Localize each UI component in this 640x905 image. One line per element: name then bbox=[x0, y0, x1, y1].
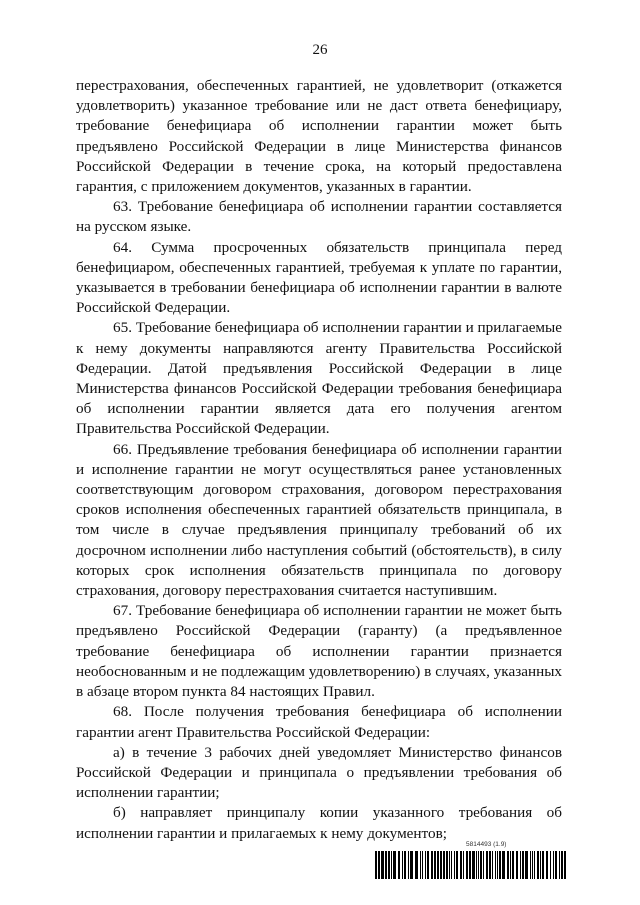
barcode-bar bbox=[507, 851, 509, 879]
barcode-bar bbox=[516, 851, 518, 879]
barcode-bar bbox=[427, 851, 429, 879]
barcode-bar bbox=[522, 851, 524, 879]
barcode-bar bbox=[532, 851, 533, 879]
barcode-bar bbox=[404, 851, 406, 879]
paragraph-65: 65. Требование бенефициара об исполнении гарантии и прилагаемые к нему документы направляются агенту Правительства Российской Федерации. Датой предъявления Российской Федерации в лице Министерства финансов Российской Федерации требования бенефициара об исполнении гарантии является дата его получения агентом Правительства Российской Федерации. bbox=[76, 319, 562, 438]
barcode-bar bbox=[540, 851, 541, 879]
barcode-bar bbox=[422, 851, 423, 879]
document-code: 5814493 (1.9) bbox=[466, 841, 507, 848]
barcode-bar bbox=[499, 851, 501, 879]
barcode-bar bbox=[393, 851, 396, 879]
paragraph-68-a: а) в течение 3 рабочих дней уведомляет Министерство финансов Российской Федерации и принципала о предъявлении требования об исполнении гарантии; bbox=[76, 743, 562, 802]
paragraph-64: 64. Сумма просроченных обязательств принципала перед бенефициаром, обеспеченных гарантией, требуемая к уплате по гарантии, указывается в требовании бенефициара об исполнении гарантии в валюте Российской Федерации. bbox=[76, 238, 562, 317]
page-number: 26 bbox=[312, 42, 328, 58]
barcode-bar bbox=[542, 851, 544, 879]
barcode-bar bbox=[446, 851, 448, 879]
barcode-bar bbox=[375, 851, 377, 879]
barcode-bar bbox=[456, 851, 458, 879]
barcode-bar bbox=[553, 851, 554, 879]
barcode-bar bbox=[550, 851, 551, 879]
barcode-bar bbox=[449, 851, 450, 879]
barcode-bar bbox=[510, 851, 511, 879]
barcode-bar bbox=[530, 851, 531, 879]
barcode-bar bbox=[520, 851, 521, 879]
barcode-bar bbox=[440, 851, 442, 879]
barcode-bar bbox=[385, 851, 387, 879]
barcode-bar bbox=[478, 851, 479, 879]
barcode-bar bbox=[512, 851, 514, 879]
barcode-bar bbox=[437, 851, 439, 879]
paragraph-63: 63. Требование бенефициара об исполнении гарантии составляется на русском языке. bbox=[76, 198, 562, 236]
barcode-bar bbox=[483, 851, 484, 879]
barcode-bar bbox=[534, 851, 535, 879]
document-body bbox=[76, 76, 562, 844]
barcode-bar bbox=[480, 851, 482, 879]
barcode-bar bbox=[402, 851, 403, 879]
barcode-bar bbox=[381, 851, 384, 879]
barcode-bar bbox=[425, 851, 426, 879]
barcode-bar bbox=[537, 851, 539, 879]
barcode-bar bbox=[564, 851, 566, 879]
barcode-bar bbox=[502, 851, 505, 879]
barcode-bar bbox=[431, 851, 433, 879]
paragraph-67: 67. Требование бенефициара об исполнении гарантии не может быть предъявлено Российской Федерации (гаранту) (а предъявленное требование бенефициара об исполнении гарантии признается необоснованным и не подлежащим удовлетворению) в случаях, указанных в абзаце втором пункта 84 настоящих Правил. bbox=[76, 602, 562, 701]
barcode-bar bbox=[495, 851, 496, 879]
barcode-bar bbox=[388, 851, 390, 879]
barcode-bar bbox=[434, 851, 436, 879]
barcode-bar bbox=[476, 851, 477, 879]
barcode-bar bbox=[546, 851, 548, 879]
barcode-bar bbox=[555, 851, 557, 879]
barcode-bar bbox=[497, 851, 498, 879]
barcode-bar bbox=[486, 851, 488, 879]
barcode-bar bbox=[559, 851, 560, 879]
paragraph-68: 68. После получения требования бенефициара об исполнении гарантии агент Правительства Российской Федерации: bbox=[76, 703, 562, 741]
paragraph-68-b: б) направляет принципалу копии указанного требования об исполнении гарантии и прилагаемых к нему документов; bbox=[76, 804, 562, 842]
barcode-bar bbox=[410, 851, 413, 879]
barcode-bar bbox=[391, 851, 392, 879]
barcode-bar bbox=[454, 851, 455, 879]
barcode-bar bbox=[460, 851, 462, 879]
barcode-bar bbox=[415, 851, 418, 879]
barcode-bar bbox=[408, 851, 409, 879]
barcode-bar bbox=[398, 851, 400, 879]
barcode-bar bbox=[489, 851, 491, 879]
paragraph-66: 66. Предъявление требования бенефициара об исполнении гарантии и исполнение гарантии не могут осуществляться ранее установленных соответствующим договором страхования, договором перестрахования сроков исполнения обеспеченных гарантией обязательств принципала, в том числе в случае предъявления принципалу требований об их досрочном исполнении либо наступления событий (обстоятельств), в силу которых срок исполнения обязательств принципала по договору страхования, договору перестрахования считается наступившим. bbox=[76, 440, 562, 600]
barcode-bar bbox=[443, 851, 445, 879]
barcode-bar bbox=[420, 851, 421, 879]
barcode-bar bbox=[472, 851, 475, 879]
barcode-bar bbox=[378, 851, 380, 879]
barcode-bar bbox=[469, 851, 471, 879]
barcode-bar bbox=[451, 851, 452, 879]
barcode-bar bbox=[492, 851, 493, 879]
barcode-bar bbox=[525, 851, 528, 879]
barcode-icon bbox=[375, 851, 566, 879]
barcode-bar bbox=[463, 851, 464, 879]
paragraph-continuation: перестрахования, обеспеченных гарантией, не удовлетворит (откажется удовлетворить) указанное требование или не даст ответа бенефициару, требование бенефициара об исполнении гарантии может быть предъявлено Российской Федерации в лице Министерства финансов Российской Федерации в течение срока, на который предоставлена гарантия, с приложением документов, указанных в гарантии. bbox=[76, 77, 562, 196]
barcode-bar bbox=[561, 851, 563, 879]
barcode-bar bbox=[466, 851, 468, 879]
